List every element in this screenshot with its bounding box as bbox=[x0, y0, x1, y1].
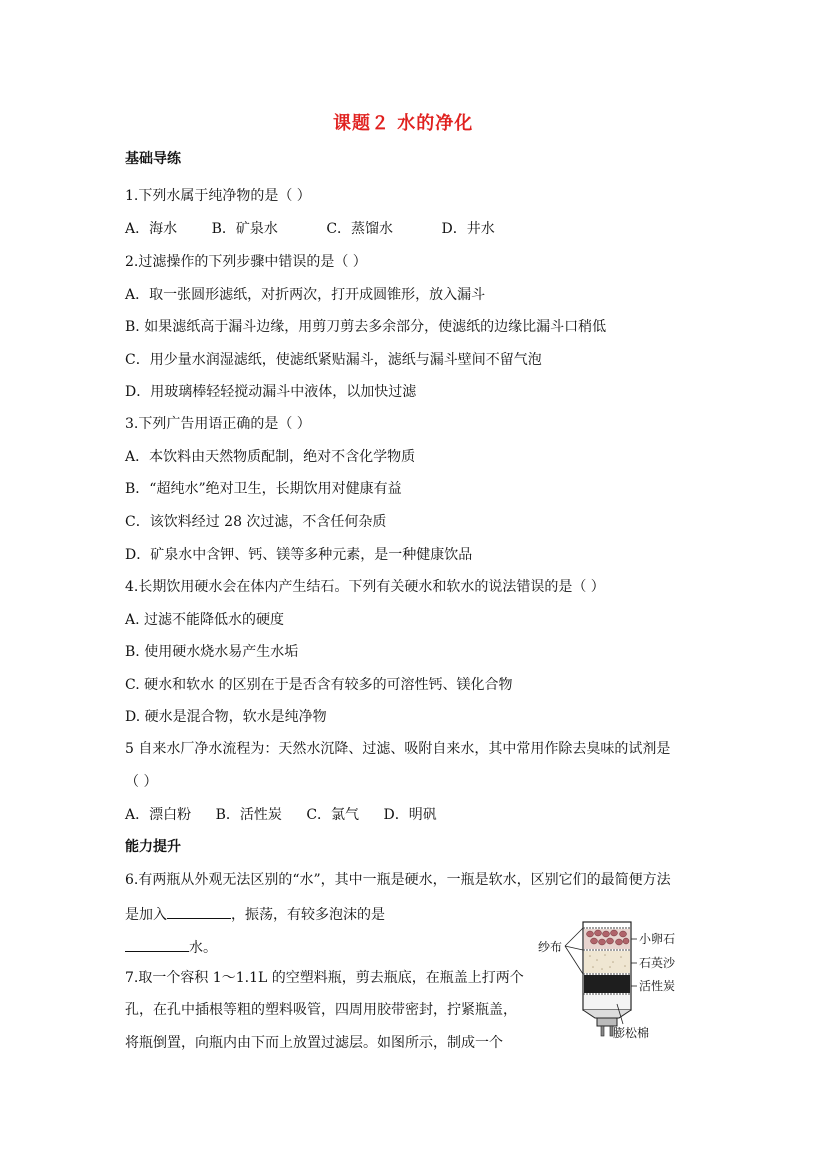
question-5-stem: 5 自来水厂净水流程为：天然水沉降、过滤、吸附自来水，其中常用作除去臭味的试剂是 bbox=[125, 741, 671, 757]
q5-option-a[interactable]: A．漂白粉 bbox=[125, 807, 192, 823]
q2-option-b[interactable]: B. 如果滤纸高于漏斗边缘，用剪刀剪去多余部分，使滤纸的边缘比漏斗口稍低 bbox=[125, 319, 607, 335]
q3-option-a[interactable]: A．本饮料由天然物质配制，绝对不含化学物质 bbox=[125, 449, 416, 465]
q5-option-c[interactable]: C．氯气 bbox=[306, 807, 360, 823]
label-gauze: 纱布 bbox=[538, 940, 563, 954]
question-1-options bbox=[125, 220, 525, 238]
water-filter-figure bbox=[535, 920, 675, 1050]
q1-option-c[interactable]: C．蒸馏水 bbox=[326, 221, 394, 237]
question-6-line-1: 6.有两瓶从外观无法区别的“水”，其中一瓶是硬水，一瓶是软水，区别它们的最简便方法 bbox=[125, 872, 671, 888]
q2-option-a[interactable]: A．取一张圆形滤纸，对折两次，打开成圆锥形，放入漏斗 bbox=[125, 287, 486, 303]
label-activated-carbon: 活性炭 bbox=[639, 979, 676, 993]
section-advanced: 能力提升 bbox=[125, 839, 181, 855]
q6-text-post: ，振荡，有较多泡沫的是 bbox=[231, 907, 385, 923]
q5-option-d[interactable]: D．明矾 bbox=[383, 807, 437, 823]
label-cotton: 膨松棉 bbox=[613, 1026, 650, 1040]
question-4-stem: 4.长期饮用硬水会在体内产生结石。下列有关硬水和软水的说法错误的是（ ） bbox=[125, 579, 605, 595]
question-1-stem: 1.下列水属于纯净物的是（ ） bbox=[125, 188, 311, 204]
question-5-stem-cont: （ ） bbox=[125, 774, 158, 790]
q6-blank-2[interactable] bbox=[125, 937, 189, 952]
q1-option-b[interactable]: B．矿泉水 bbox=[211, 221, 278, 237]
q4-option-d[interactable]: D. 硬水是混合物，软水是纯净物 bbox=[125, 709, 327, 725]
q2-option-d[interactable]: D．用玻璃棒轻轻搅动漏斗中液体，以加快过滤 bbox=[125, 384, 417, 400]
q4-option-c[interactable]: C. 硬水和软水 的区别在于是否含有较多的可溶性钙、镁化合物 bbox=[125, 677, 513, 693]
question-6-line-2 bbox=[125, 904, 385, 924]
q2-option-c[interactable]: C．用少量水润湿滤纸，使滤纸紧贴漏斗，滤纸与漏斗壁间不留气泡 bbox=[125, 352, 542, 368]
q4-option-b[interactable]: B. 使用硬水烧水易产生水垢 bbox=[125, 644, 299, 660]
question-3-stem: 3.下列广告用语正确的是（ ） bbox=[125, 416, 311, 432]
question-7-line-3: 将瓶倒置，向瓶内由下而上放置过滤层。如图所示，制成一个 bbox=[125, 1035, 503, 1051]
section-basic: 基础导练 bbox=[125, 151, 181, 167]
q6-blank-1[interactable] bbox=[167, 904, 231, 919]
q1-option-d[interactable]: D．井水 bbox=[441, 221, 495, 237]
page-title: 课题２ 水的净化 bbox=[333, 113, 474, 134]
q5-option-b[interactable]: B．活性炭 bbox=[215, 807, 282, 823]
q3-option-b[interactable]: B．“超纯水”绝对卫生，长期饮用对健康有益 bbox=[125, 481, 402, 497]
question-7-line-1: 7.取一个容积 1～1.1L 的空塑料瓶，剪去瓶底，在瓶盖上打两个 bbox=[125, 970, 524, 986]
q3-option-d[interactable]: D．矿泉水中含钾、钙、镁等多种元素，是一种健康饮品 bbox=[125, 547, 473, 563]
q6-text-pre: 是加入 bbox=[125, 907, 167, 923]
question-7-line-2: 孔，在孔中插根等粗的塑料吸管，四周用胶带密封，拧紧瓶盖， bbox=[125, 1002, 517, 1018]
label-quartz-sand: 石英沙 bbox=[639, 956, 676, 970]
question-6-line-3 bbox=[125, 937, 217, 957]
q1-option-a[interactable]: A．海水 bbox=[125, 221, 178, 237]
q6-text-end: 水。 bbox=[189, 940, 217, 956]
question-5-options bbox=[125, 806, 467, 824]
label-pebbles: 小卵石 bbox=[639, 932, 676, 946]
q4-option-a[interactable]: A. 过滤不能降低水的硬度 bbox=[125, 612, 285, 628]
question-2-stem: 2.过滤操作的下列步骤中错误的是（ ） bbox=[125, 254, 367, 270]
q3-option-c[interactable]: C．该饮料经过 28 次过滤，不含任何杂质 bbox=[125, 514, 387, 530]
